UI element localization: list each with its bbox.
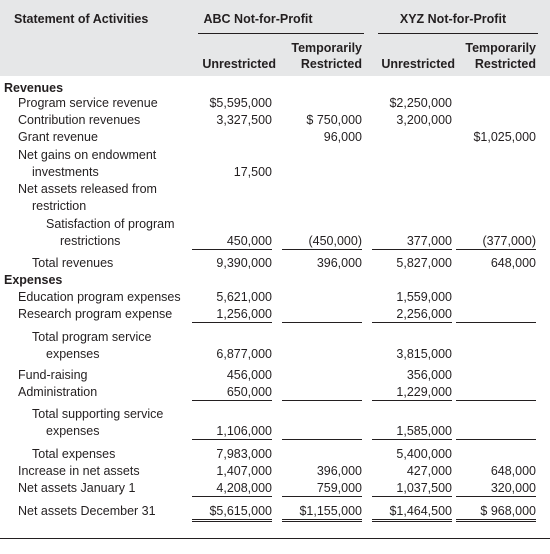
org-xyz-heading: XYZ Not-for-Profit: [399, 12, 507, 26]
row-value-col4: $1,025,000: [473, 130, 536, 144]
row-label: Increase in net assets: [18, 464, 140, 478]
row-value-col3: 2,256,000: [372, 307, 452, 323]
row-value-col4: (377,000): [456, 234, 536, 250]
row-value-col1: 4,208,000: [192, 481, 272, 497]
row-value-col1: $5,615,000: [192, 504, 272, 522]
row-label: Fund-raising: [18, 368, 88, 382]
row-value-col1: 7,983,000: [216, 447, 272, 461]
row-value-col4: 648,000: [490, 256, 536, 270]
row-label: Contribution revenues: [18, 113, 141, 127]
row-label: Administration: [18, 385, 98, 399]
abc-header-rule: [198, 33, 364, 34]
row-value-col2: 396,000: [316, 464, 362, 478]
row-label: Net assets January 1: [18, 481, 136, 495]
row-value-col1: 450,000: [192, 234, 272, 250]
row-label: Revenues: [4, 81, 64, 95]
row-label: Net assets December 31: [18, 504, 156, 518]
row-value-col3: 377,000: [372, 234, 452, 250]
row-value-col1: 5,621,000: [216, 290, 272, 304]
abc-unrestricted-heading: Unrestricted: [202, 57, 276, 71]
row-label: Net assets released from: [18, 182, 157, 196]
row-label: expenses: [46, 347, 100, 361]
row-value-col1: 1,256,000: [192, 307, 272, 323]
row-value-col1: $5,595,000: [209, 96, 272, 110]
row-value-col3: 1,585,000: [372, 424, 452, 440]
row-value-col2: (450,000): [282, 234, 362, 250]
row-value-col4: [456, 424, 536, 440]
row-label: Expenses: [4, 273, 63, 287]
bottom-rule: [0, 538, 550, 539]
row-value-col3: 356,000: [406, 368, 452, 382]
row-value-col1: 1,106,000: [192, 424, 272, 440]
row-label: investments: [32, 165, 99, 179]
row-value-col3: 5,827,000: [396, 256, 452, 270]
row-label: Satisfaction of program: [46, 217, 175, 231]
xyz-header-rule: [378, 33, 538, 34]
row-label: Research program expense: [18, 307, 173, 321]
row-value-col1: 1,407,000: [216, 464, 272, 478]
row-value-col4: $ 968,000: [456, 504, 536, 522]
row-value-col3: 1,559,000: [396, 290, 452, 304]
row-label: Total supporting service: [32, 407, 164, 421]
row-value-col1: 9,390,000: [216, 256, 272, 270]
row-value-col3: 3,200,000: [396, 113, 452, 127]
row-label: Total revenues: [32, 256, 114, 270]
row-value-col4: 320,000: [456, 481, 536, 497]
row-value-col3: 427,000: [406, 464, 452, 478]
row-value-col3: 1,037,500: [372, 481, 452, 497]
row-value-col4: [456, 307, 536, 323]
statement-title: Statement of Activities: [14, 12, 149, 26]
xyz-restricted-heading: Restricted: [474, 57, 536, 71]
row-value-col2: [282, 307, 362, 323]
row-value-col1: 3,327,500: [216, 113, 272, 127]
row-value-col1: 17,500: [233, 165, 272, 179]
org-abc-heading: ABC Not-for-Profit: [203, 12, 313, 26]
xyz-temporarily-heading: Temporarily: [465, 41, 536, 55]
row-value-col2: 96,000: [323, 130, 362, 144]
row-value-col2: [282, 385, 362, 401]
row-value-col3: $2,250,000: [389, 96, 452, 110]
row-label: Net gains on endowment: [18, 148, 157, 162]
row-label: Total program service: [32, 330, 152, 344]
row-label: restrictions: [60, 234, 121, 248]
row-value-col1: 650,000: [192, 385, 272, 401]
row-value-col4: 648,000: [490, 464, 536, 478]
row-value-col1: 456,000: [226, 368, 272, 382]
xyz-unrestricted-heading: Unrestricted: [381, 57, 455, 71]
row-value-col3: 5,400,000: [396, 447, 452, 461]
row-label: restriction: [32, 199, 87, 213]
row-value-col4: [456, 385, 536, 401]
row-label: Program service revenue: [18, 96, 158, 110]
row-value-col2: [282, 424, 362, 440]
row-label: expenses: [46, 424, 100, 438]
row-value-col2: 759,000: [282, 481, 362, 497]
row-value-col2: 396,000: [316, 256, 362, 270]
abc-temporarily-heading: Temporarily: [291, 41, 362, 55]
row-value-col1: 6,877,000: [216, 347, 272, 361]
abc-restricted-heading: Restricted: [300, 57, 362, 71]
row-value-col2: $1,155,000: [282, 504, 362, 522]
row-value-col2: $ 750,000: [306, 113, 362, 127]
row-value-col3: $1,464,500: [372, 504, 452, 522]
row-label: Total expenses: [32, 447, 116, 461]
row-label: Grant revenue: [18, 130, 98, 144]
row-label: Education program expenses: [18, 290, 181, 304]
row-value-col3: 1,229,000: [372, 385, 452, 401]
row-value-col3: 3,815,000: [396, 347, 452, 361]
